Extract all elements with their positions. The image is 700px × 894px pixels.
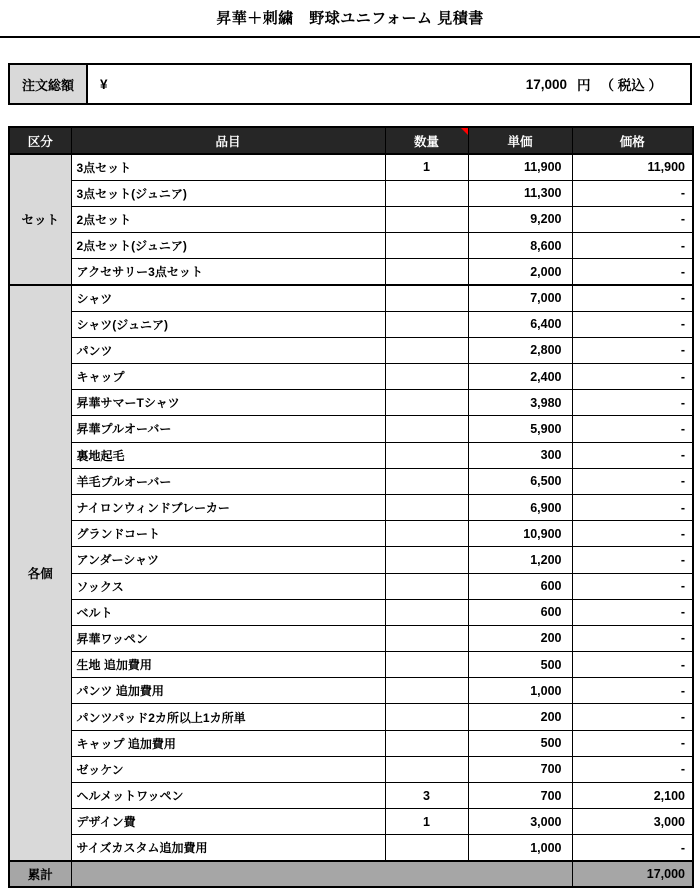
unit-price-cell: 300 [468,442,572,468]
price-cell: - [572,730,693,756]
order-total-tax-note: （ 税込 ） [600,78,662,93]
price-cell: - [572,364,693,390]
table-row [9,364,693,390]
table-row [9,573,693,599]
unit-price-cell: 1,000 [468,835,572,861]
quantity-cell: 1 [385,154,468,180]
price-cell: - [572,206,693,232]
header-cell-price: 価格 [572,127,693,154]
item-cell: 昇華サマーTシャツ [71,390,385,416]
table-row [9,835,693,861]
price-cell: - [572,625,693,651]
price-cell: - [572,416,693,442]
item-cell: ソックス [71,573,385,599]
quantity-cell [385,233,468,259]
item-cell: 昇華ワッペン [71,625,385,651]
item-cell: サイズカスタム追加費用 [71,835,385,861]
table-row [9,311,693,337]
item-cell: ヘルメットワッペン [71,783,385,809]
item-cell: グランドコート [71,521,385,547]
unit-price-cell: 700 [468,783,572,809]
item-cell: 2点セット(ジュニア) [71,233,385,259]
order-total-amount-group [526,74,662,94]
item-cell: 裏地起毛 [71,442,385,468]
table-row [9,652,693,678]
quantity-cell [385,206,468,232]
quotation-table [8,126,694,888]
unit-price-cell: 11,300 [468,180,572,206]
quantity-cell: 1 [385,809,468,835]
price-cell: - [572,835,693,861]
quantity-cell [385,730,468,756]
quantity-cell [385,337,468,363]
item-cell: 昇華プルオーバー [71,416,385,442]
header-cell-item: 品目 [71,127,385,154]
table-row [9,233,693,259]
quantity-cell [385,573,468,599]
price-cell: - [572,494,693,520]
table-row [9,704,693,730]
table-row [9,259,693,285]
table-row [9,285,693,311]
table-row [9,154,693,180]
price-cell: - [572,652,693,678]
quantity-cell [385,521,468,547]
quantity-cell: 3 [385,783,468,809]
unit-price-cell: 6,900 [468,494,572,520]
item-cell: 羊毛プルオーバー [71,468,385,494]
table-row [9,783,693,809]
header-cell-category: 区分 [9,127,71,154]
category-cell: 各個 [9,285,71,861]
price-cell: - [572,704,693,730]
price-cell: - [572,756,693,782]
item-cell: キャップ 追加費用 [71,730,385,756]
price-cell: - [572,599,693,625]
unit-price-cell: 10,900 [468,521,572,547]
price-cell: - [572,573,693,599]
price-cell: - [572,390,693,416]
unit-price-cell: 1,200 [468,547,572,573]
unit-price-cell: 3,980 [468,390,572,416]
unit-price-cell: 200 [468,704,572,730]
unit-price-cell: 600 [468,573,572,599]
price-cell: - [572,337,693,363]
table-row [9,416,693,442]
quantity-cell [385,652,468,678]
item-cell: シャツ(ジュニア) [71,311,385,337]
unit-price-cell: 6,500 [468,468,572,494]
price-cell: - [572,678,693,704]
price-cell: - [572,521,693,547]
unit-price-cell: 2,800 [468,337,572,363]
item-cell: 3点セット(ジュニア) [71,180,385,206]
item-cell: パンツパッド2カ所以上1カ所単 [71,704,385,730]
item-cell: 2点セット [71,206,385,232]
quantity-cell [385,756,468,782]
currency-symbol: ¥ [100,76,108,92]
price-cell: 11,900 [572,154,693,180]
table-row [9,337,693,363]
quantity-cell [385,494,468,520]
price-cell: - [572,311,693,337]
quantity-cell [385,625,468,651]
table-row [9,756,693,782]
item-cell: 生地 追加費用 [71,652,385,678]
quantity-cell [385,180,468,206]
price-cell: - [572,468,693,494]
quantity-cell [385,704,468,730]
price-cell: 3,000 [572,809,693,835]
unit-price-cell: 7,000 [468,285,572,311]
price-cell: - [572,442,693,468]
table-row [9,599,693,625]
unit-price-cell: 5,900 [468,416,572,442]
item-cell: ナイロンウィンドブレーカー [71,494,385,520]
price-cell: - [572,233,693,259]
unit-price-cell: 500 [468,652,572,678]
table-header-row [9,127,693,154]
quantity-cell [385,364,468,390]
table-row [9,625,693,651]
unit-price-cell: 6,400 [468,311,572,337]
quantity-cell [385,285,468,311]
table-body [9,154,693,861]
price-cell: 2,100 [572,783,693,809]
quantity-cell [385,599,468,625]
unit-price-cell: 2,400 [468,364,572,390]
price-cell: - [572,180,693,206]
unit-price-cell: 8,600 [468,233,572,259]
unit-price-cell: 200 [468,625,572,651]
unit-price-cell: 9,200 [468,206,572,232]
page-title: 昇華＋刺繍 野球ユニフォーム 見積書 [216,10,484,27]
table-row [9,180,693,206]
footer-total-cell: 17,000 [572,861,693,887]
unit-price-cell: 1,000 [468,678,572,704]
item-cell: デザイン費 [71,809,385,835]
table-row [9,521,693,547]
item-cell: パンツ [71,337,385,363]
category-cell: セット [9,154,71,285]
item-cell: ゼッケン [71,756,385,782]
table-row [9,678,693,704]
footer-row [9,861,693,887]
item-cell: パンツ 追加費用 [71,678,385,704]
unit-price-cell: 2,000 [468,259,572,285]
unit-price-cell: 600 [468,599,572,625]
price-cell: - [572,259,693,285]
footer-spacer-cell [71,861,572,887]
item-cell: 3点セット [71,154,385,180]
unit-price-cell: 11,900 [468,154,572,180]
comment-marker-icon [461,128,468,135]
price-cell: - [572,547,693,573]
order-total-unit: 円 [576,78,591,93]
quantity-cell [385,416,468,442]
table-row [9,809,693,835]
order-total-amount: 17,000 [525,76,567,92]
table-row [9,730,693,756]
title-divider [0,36,700,38]
table-row [9,442,693,468]
quantity-cell [385,390,468,416]
order-total-box [8,63,692,105]
item-cell: キャップ [71,364,385,390]
header-cell-unit-price: 単価 [468,127,572,154]
quantity-cell [385,311,468,337]
unit-price-cell: 3,000 [468,809,572,835]
order-total-value-cell [88,65,690,103]
quantity-cell [385,547,468,573]
table-row [9,390,693,416]
quantity-cell [385,259,468,285]
item-cell: アンダーシャツ [71,547,385,573]
price-cell: - [572,285,693,311]
table-row [9,494,693,520]
footer-label-cell: 累計 [9,861,71,887]
unit-price-cell: 700 [468,756,572,782]
quantity-cell [385,468,468,494]
item-cell: ベルト [71,599,385,625]
quantity-cell [385,678,468,704]
unit-price-cell: 500 [468,730,572,756]
item-cell: アクセサリー3点セット [71,259,385,285]
item-cell: シャツ [71,285,385,311]
quantity-cell [385,442,468,468]
quantity-cell [385,835,468,861]
table-row [9,547,693,573]
header-cell-quantity: 数量 [385,127,468,154]
order-total-label: 注文総額 [10,65,88,103]
table-row [9,206,693,232]
table-row [9,468,693,494]
